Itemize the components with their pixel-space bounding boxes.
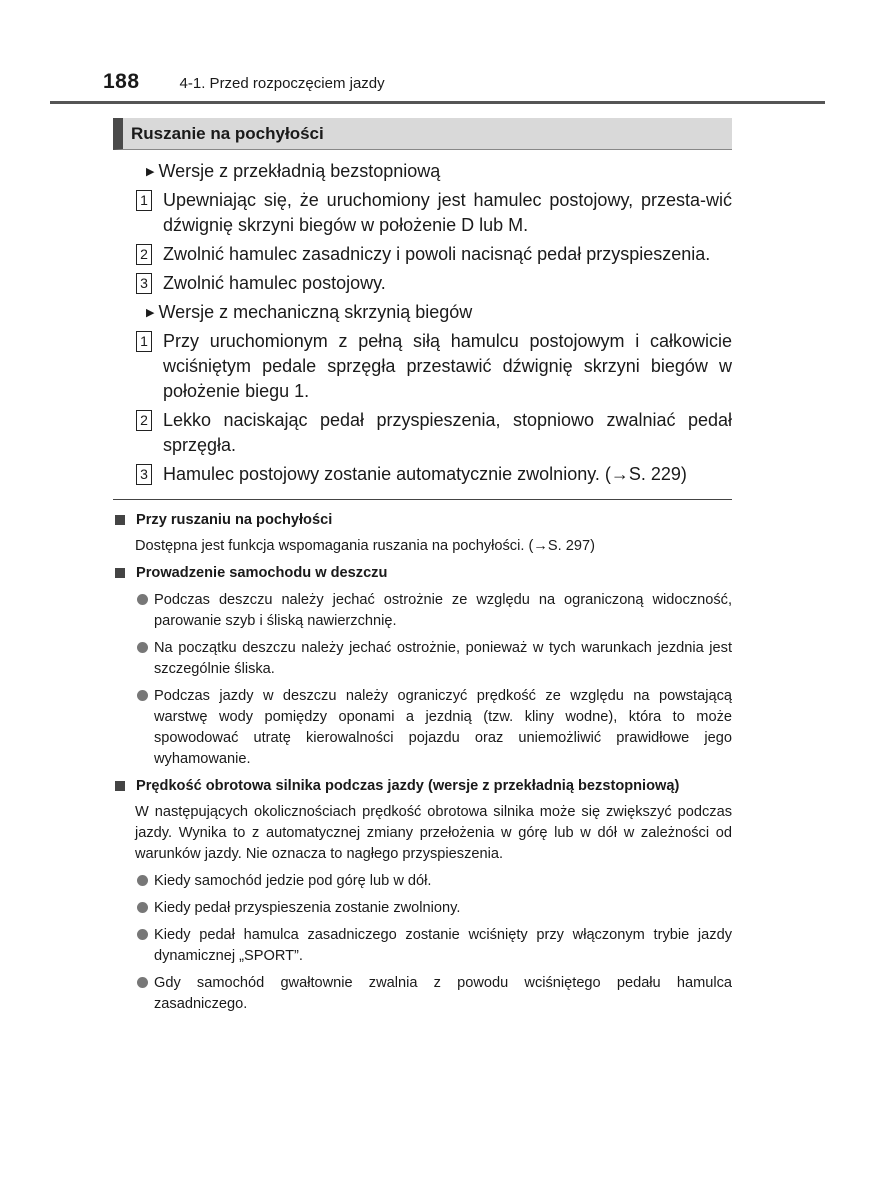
variant-label: Wersje z mechaniczną skrzynią biegów xyxy=(158,302,473,322)
section-title: Ruszanie na pochyłości xyxy=(113,118,732,150)
variant-manual-heading xyxy=(146,300,732,325)
chapter-title: 4-1. Przed rozpoczęciem jazdy xyxy=(179,75,385,92)
step-text: Lekko naciskając pedał przyspieszenia, stopniowo zwalniać pedał sprzęgła. xyxy=(163,410,732,455)
round-bullet-icon xyxy=(137,594,148,605)
step-item xyxy=(136,462,732,487)
step-number: 3 xyxy=(136,273,152,294)
notes-section xyxy=(113,508,732,1015)
step-text: Przy uruchomionym z pełną siłą hamulcu postojowym i całkowicie wciśniętym pedale sprzęgła przestawić dźwignię skrzyni biegów w położenie biegu 1. xyxy=(163,331,732,401)
step-number: 1 xyxy=(136,331,152,352)
round-bullet-icon xyxy=(137,875,148,886)
round-bullet-icon xyxy=(137,642,148,653)
round-bullet-icon xyxy=(137,690,148,701)
list-item xyxy=(137,925,732,967)
note-heading xyxy=(113,776,732,797)
list-item-text: Kiedy pedał przyspieszenia zostanie zwolniony. xyxy=(154,900,461,916)
list-item xyxy=(137,898,732,919)
step-item xyxy=(136,188,732,238)
list-item xyxy=(137,638,732,680)
list-item-text: Na początku deszczu należy jechać ostrożnie, ponieważ w tych warunkach jezdnia jest szczególnie śliska. xyxy=(154,640,732,677)
step-text: Hamulec postojowy zostanie automatycznie zwolniony. (→S. 229) xyxy=(163,464,687,484)
step-number: 2 xyxy=(136,410,152,431)
page-number: 188 xyxy=(103,70,140,93)
square-bullet-icon xyxy=(115,515,125,525)
round-bullet-icon xyxy=(137,902,148,913)
variant-label: Wersje z przekładnią bezstopniową xyxy=(158,161,441,181)
list-item-text: Gdy samochód gwałtownie zwalnia z powodu wciśniętego pedału hamulca zasadniczego. xyxy=(154,975,732,1012)
variant-cvt-heading xyxy=(146,159,732,184)
square-bullet-icon xyxy=(115,568,125,578)
note-title: Prowadzenie samochodu w deszczu xyxy=(136,565,388,581)
main-content xyxy=(136,158,732,487)
round-bullet-icon xyxy=(137,929,148,940)
list-item xyxy=(137,686,732,770)
header-rule xyxy=(50,101,825,104)
list-item xyxy=(137,590,732,632)
step-number: 1 xyxy=(136,190,152,211)
list-item-text: Podczas jazdy w deszczu należy ograniczyć prędkość ze względu na powstającą warstwę wody pomiędzy oponami a jezdnią (tzw. kliny wodne), która to może spowodować utratę kierowalności pojazdu oraz uniemożliwić prawidłowe jego wyhamowanie. xyxy=(154,688,732,767)
step-item xyxy=(136,242,732,267)
round-bullet-icon xyxy=(137,977,148,988)
step-number: 3 xyxy=(136,464,152,485)
step-item xyxy=(136,271,732,296)
square-bullet-icon xyxy=(115,781,125,791)
list-item-text: Kiedy samochód jedzie pod górę lub w dół. xyxy=(154,873,432,889)
list-item xyxy=(137,871,732,892)
step-text: Zwolnić hamulec zasadniczy i powoli nacisnąć pedał przyspieszenia. xyxy=(163,244,711,264)
note-body: Dostępna jest funkcja wspomagania ruszania na pochyłości. (→S. 297) xyxy=(135,538,595,554)
step-text: Zwolnić hamulec postojowy. xyxy=(163,273,386,293)
list-item xyxy=(137,973,732,1015)
note-body: W następujących okolicznościach prędkość obrotowa silnika może się zwiększyć podczas jazdy. Wynika to z automatycznej zmiany przełożenia w górę lub w dół w zależności od warunków jazdy. Nie oznacza to nagłego przyspieszenia. xyxy=(135,804,732,862)
note-heading xyxy=(113,563,732,584)
section-divider xyxy=(113,499,732,500)
step-item xyxy=(136,408,732,458)
step-text: Upewniając się, że uruchomiony jest hamulec postojowy, przesta-wić dźwignię skrzyni biegów w położenie D lub M. xyxy=(163,190,732,235)
triangle-right-icon: ▶ xyxy=(146,307,155,319)
triangle-right-icon: ▶ xyxy=(146,166,155,178)
step-item xyxy=(136,329,732,404)
list-item-text: Podczas deszczu należy jechać ostrożnie ze względu na ograniczoną widoczność, parowanie szyb i śliską nawierzchnię. xyxy=(154,592,732,629)
list-item-text: Kiedy pedał hamulca zasadniczego zostanie wciśnięty przy włączonym trybie jazdy dynamicznej „SPORT”. xyxy=(154,927,732,964)
note-title: Przy ruszaniu na pochyłości xyxy=(136,512,333,528)
note-heading xyxy=(113,510,732,531)
step-number: 2 xyxy=(136,244,152,265)
page-header xyxy=(103,70,385,94)
note-title: Prędkość obrotowa silnika podczas jazdy (wersje z przekładnią bezstopniową) xyxy=(136,778,680,794)
